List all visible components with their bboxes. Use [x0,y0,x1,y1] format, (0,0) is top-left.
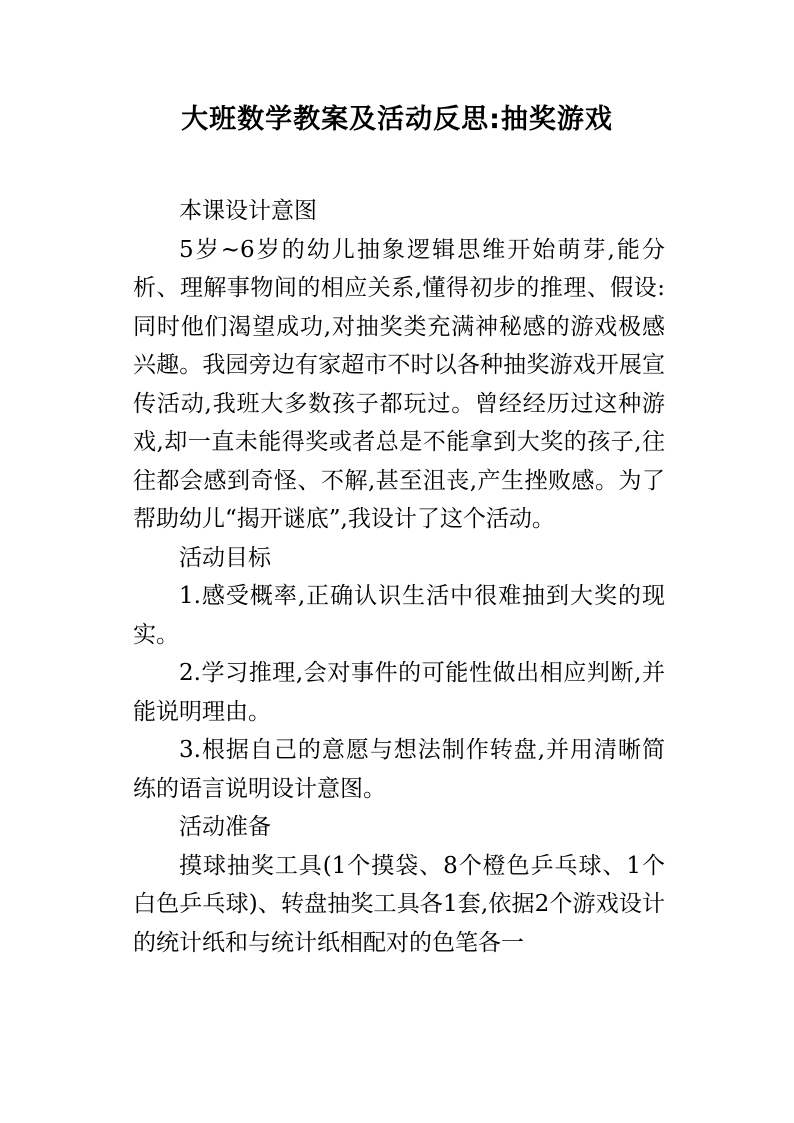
intent-heading: 本课设计意图 [179,198,317,224]
prep-heading: 活动准备 [179,814,271,840]
goal-item-2: 2.学习推理,会对事件的可能性做出相应判断,并能说明理由。 [133,660,665,725]
goal-item-3: 3.根据自己的意愿与想法制作转盘,并用清晰简练的语言说明设计意图。 [133,737,665,802]
prep-paragraph: 摸球抽奖工具(1个摸袋、8个橙色乒乓球、1个白色乒乓球)、转盘抽奖工具各1套,依据2个游戏设计的统计纸和与统计纸相配对的色笔各一 [133,852,665,956]
document-title: 大班数学教案及活动反思:抽奖游戏 [181,104,613,135]
goal-item-1: 1.感受概率,正确认识生活中很难抽到大奖的现实。 [133,583,665,648]
document-body [133,192,665,962]
goals-heading: 活动目标 [179,544,271,571]
intent-paragraph: 5岁~6岁的幼儿抽象逻辑思维开始萌芽,能分析、理解事物间的相应关系,懂得初步的推理、假设:同时他们渴望成功,对抽奖类充满神秘感的游戏极感兴趣。我园旁边有家超市不时以各种抽奖游戏开展宣传活动,我班大多数孩子都玩过。曾经经历过这种游戏,却一直未能得奖或者总是不能拿到大奖的孩子,往往都会感到奇怪、不解,甚至沮丧,产生挫败感。为了帮助幼儿“揭开谜底”,我设计了这个活动。 [133,236,665,532]
